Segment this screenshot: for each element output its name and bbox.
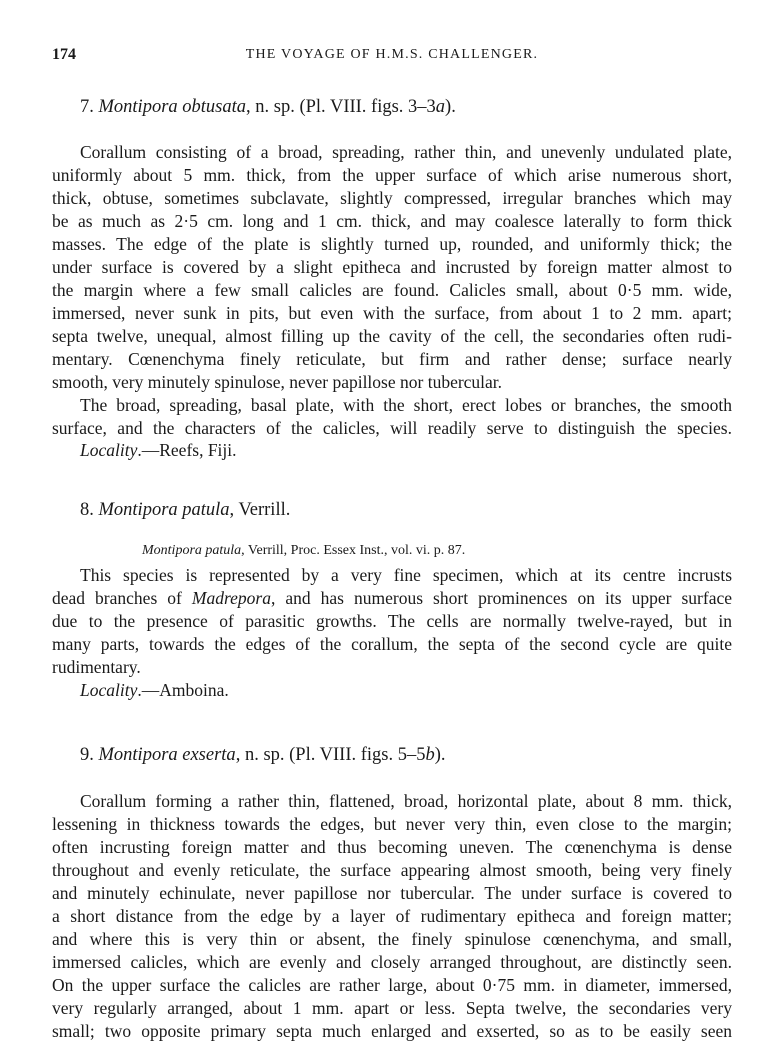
text-line	[52, 164, 732, 186]
italic-text: Madrepora	[191, 588, 271, 608]
running-title: THE VOYAGE OF H.M.S. CHALLENGER.	[245, 47, 539, 62]
italic-text: Montipora obtusata	[98, 97, 246, 117]
text-line	[52, 302, 732, 324]
text-line	[80, 141, 732, 163]
text-run: immersed, never sunk in pits, but even with the surface, from about 1 to 2 mm. apart;	[52, 303, 732, 323]
italic-text: Locality	[80, 680, 138, 700]
text-line	[52, 325, 732, 347]
italic-text: a	[435, 97, 446, 117]
text-line	[52, 859, 732, 881]
text-run: The broad, spreading, basal plate, with the short, erect lobes or branches, the smooth	[80, 395, 732, 415]
text-run: the margin where a few small calicles are found. Calicles small, about 0·5 mm. wide,	[52, 280, 732, 300]
text-run: and where this is very thin or absent, the finely spinulose cœnenchyma, and small,	[52, 929, 732, 949]
text-line	[52, 371, 732, 393]
text-run: , Verrill.	[229, 500, 291, 520]
text-run: , n. sp. (Pl. VIII. figs. 3–3	[246, 97, 436, 117]
italic-text: Montipora exserta	[98, 745, 236, 765]
text-line	[80, 564, 732, 586]
species-heading	[80, 499, 290, 521]
text-run: throughout and evenly reticulate, the surface appearing almost smooth, being very finely	[52, 860, 732, 880]
text-run: rudimentary.	[52, 657, 141, 677]
italic-text: Montipora patula	[142, 543, 242, 558]
text-line	[52, 187, 732, 209]
text-run: masses. The edge of the plate is slightly turned up, rounded, and uniformly thick; the	[52, 234, 732, 254]
text-run: under surface is covered by a slight epitheca and incrusted by foreign matter almost to	[52, 257, 732, 277]
text-line	[52, 656, 732, 678]
text-run: lessening in thickness towards the edges, but never very thin, even close to the margin;	[52, 814, 732, 834]
text-run: mentary. Cœnenchyma finely reticulate, but firm and rather dense; surface nearly	[52, 349, 732, 369]
text-run: often incrusting foreign matter and thus becoming uneven. The cœnenchyma is dense	[52, 837, 732, 857]
text-run: 7.	[80, 97, 99, 117]
text-line	[52, 1020, 732, 1042]
text-run: and minutely echinulate, never papillose nor tubercular. The under surface is covered to	[52, 883, 732, 903]
text-run: ).	[434, 745, 446, 765]
species-heading	[80, 744, 446, 766]
text-run: This species is represented by a very fine specimen, which at its centre incrusts	[80, 565, 732, 585]
text-line	[52, 928, 732, 950]
text-line	[52, 417, 732, 439]
text-line	[52, 256, 732, 278]
citation-line	[142, 540, 465, 562]
text-run: surface, and the characters of the calicles, will readily serve to distinguish the species.	[52, 418, 732, 438]
text-run: .—Amboina.	[137, 680, 229, 700]
text-line	[52, 610, 732, 632]
text-run: smooth, very minutely spinulose, never papillose nor tubercular.	[52, 372, 503, 392]
text-line	[52, 997, 732, 1019]
text-run: a short distance from the edge by a layer of rudimentary epitheca and foreign matter;	[52, 906, 732, 926]
text-line	[52, 633, 732, 655]
text-run: septa twelve, unequal, almost filling up the cavity of the cell, the secondaries often rudi-	[52, 326, 732, 346]
text-line	[80, 439, 732, 461]
text-line	[52, 279, 732, 301]
text-line	[80, 790, 732, 812]
italic-text: b	[425, 745, 435, 765]
text-line	[52, 587, 732, 609]
text-run: immersed calicles, which are evenly and closely arranged throughout, are distinctly seen.	[52, 952, 732, 972]
text-run: , and has numerous short prominences on its upper surface	[270, 588, 732, 608]
text-run: , n. sp. (Pl. VIII. figs. 5–5	[235, 745, 426, 765]
text-line	[80, 394, 732, 416]
italic-text: Montipora patula	[98, 500, 230, 520]
text-line	[52, 348, 732, 370]
text-run: Corallum consisting of a broad, spreading, rather thin, and unevenly undulated plate,	[80, 142, 732, 162]
text-run: dead branches of	[52, 588, 192, 608]
text-line	[52, 233, 732, 255]
text-run: many parts, towards the edges of the corallum, the septa of the second cycle are quite	[52, 634, 732, 654]
text-run: On the upper surface the calicles are rather large, about 0·75 mm. in diameter, immersed,	[52, 975, 732, 995]
italic-text: Locality	[80, 440, 138, 460]
text-run: due to the presence of parasitic growths. The cells are normally twelve-rayed, but in	[52, 611, 732, 631]
text-run: Corallum forming a rather thin, flattened, broad, horizontal plate, about 8 mm. thick,	[80, 791, 732, 811]
text-line	[52, 836, 732, 858]
text-run: uniformly about 5 mm. thick, from the upper surface of which arise numerous short,	[52, 165, 732, 185]
text-run: ).	[445, 97, 456, 117]
text-line	[52, 210, 732, 232]
text-line	[80, 679, 732, 701]
text-run: small; two opposite primary septa much enlarged and exserted, so as to be easily seen	[52, 1021, 732, 1041]
text-line	[52, 905, 732, 927]
text-line	[52, 882, 732, 904]
page-number: 174	[52, 46, 76, 63]
text-run: , Verrill, Proc. Essex Inst., vol. vi. p. 87.	[241, 543, 466, 558]
text-run: .—Reefs, Fiji.	[137, 440, 237, 460]
species-heading	[80, 96, 456, 118]
text-run: thick, obtuse, sometimes subclavate, slightly compressed, irregular branches which may	[52, 188, 732, 208]
text-line	[52, 951, 732, 973]
text-run: 8.	[80, 500, 99, 520]
text-run: very regularly arranged, about 1 mm. apart or less. Septa twelve, the secondaries very	[52, 998, 732, 1018]
text-line	[52, 974, 732, 996]
text-run: 9.	[80, 745, 99, 765]
text-run: be as much as 2·5 cm. long and 1 cm. thick, and may coalesce laterally to form thick	[52, 211, 732, 231]
text-line	[52, 813, 732, 835]
page-header	[52, 46, 732, 68]
